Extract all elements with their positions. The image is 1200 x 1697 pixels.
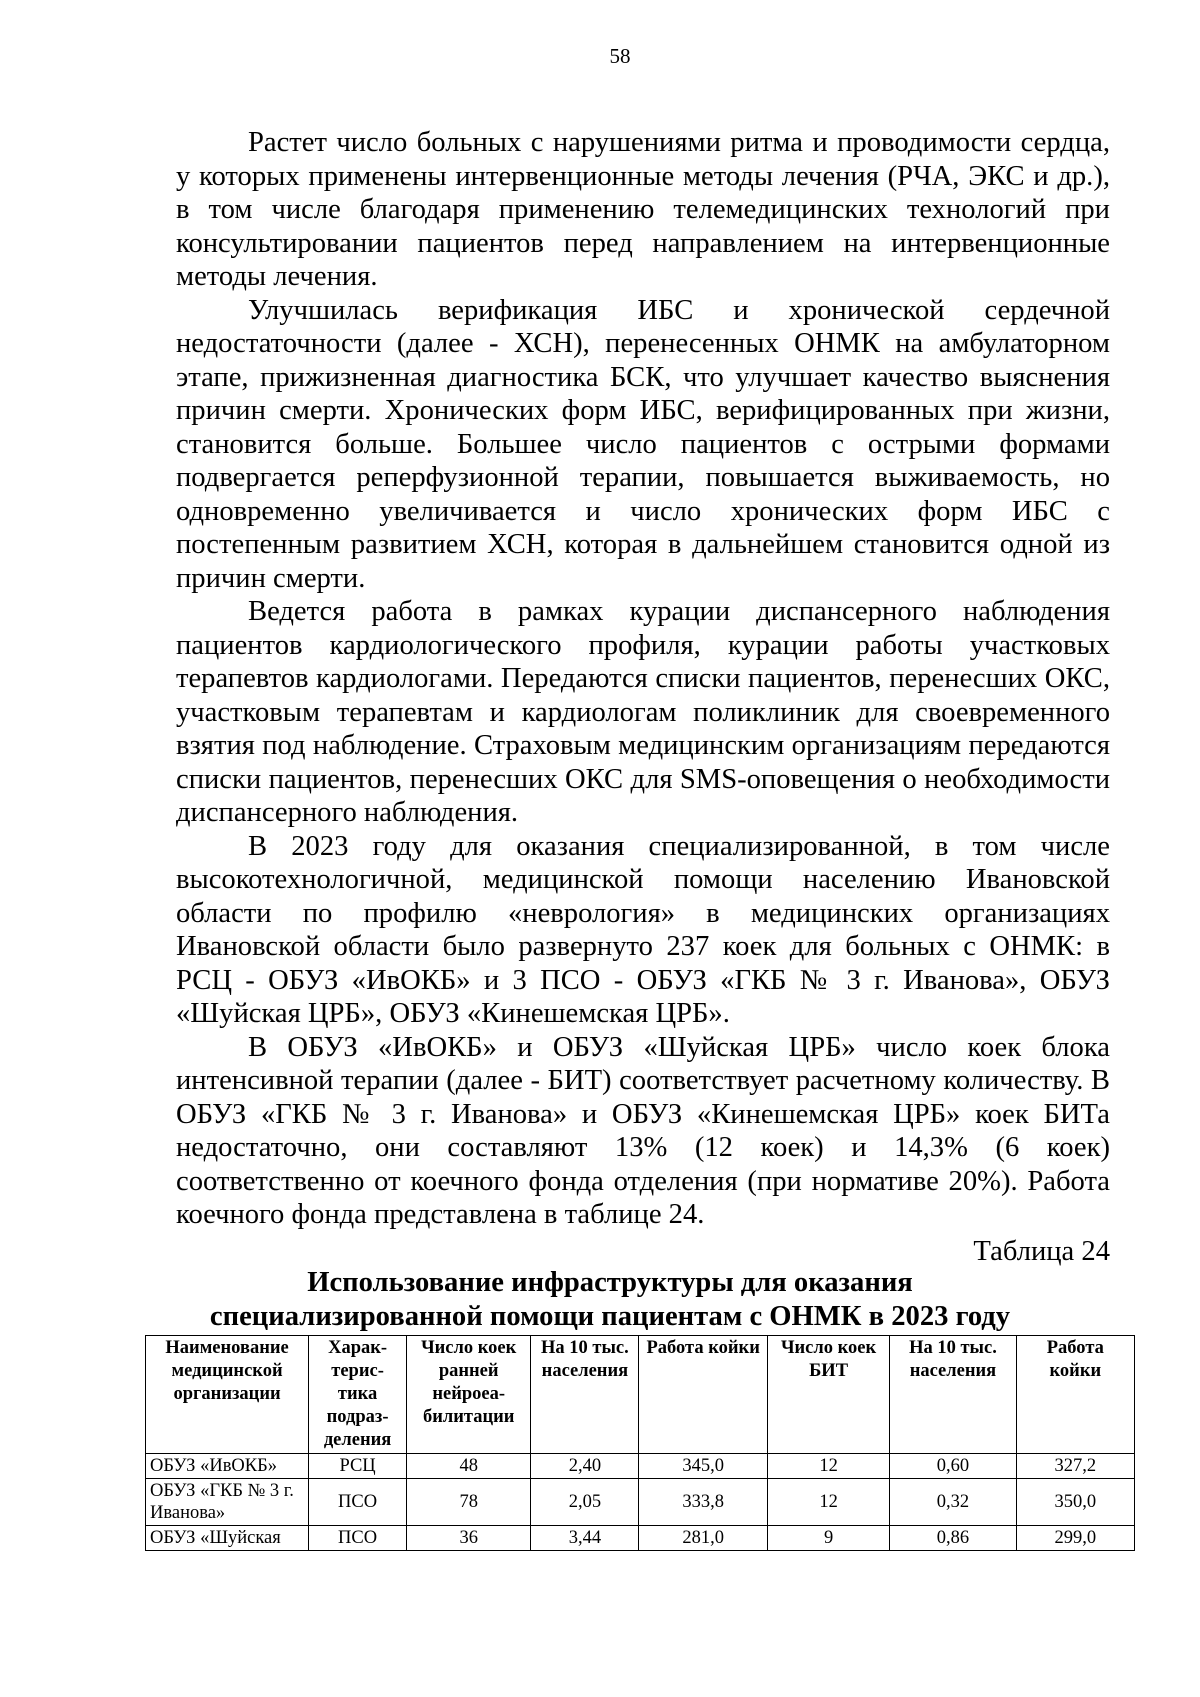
body-text <box>176 126 1110 1232</box>
cell: 281,0 <box>639 1526 767 1551</box>
table-title-line: Использование инфраструктуры для оказания <box>307 1267 913 1298</box>
paragraph: Растет число больных с нарушениями ритма и проводимости сердца, у которых применены интервенционные методы лечения (РЧА, ЭКС и др.), в том числе благодаря применению телемедицинских технологий при консультировании пациентов перед направлением на интервенционные методы лечения. <box>176 127 1110 292</box>
cell: 350,0 <box>1016 1479 1134 1526</box>
header-icu-beds: Число коек БИТ <box>767 1336 889 1454</box>
cell: 299,0 <box>1016 1526 1134 1551</box>
page-number: 58 <box>609 44 631 68</box>
cell: 327,2 <box>1016 1454 1134 1479</box>
header-rehab-beds: Число коек ранней нейроеа-билитации <box>407 1336 531 1454</box>
cell: 0,60 <box>890 1454 1016 1479</box>
cell: 36 <box>407 1526 531 1551</box>
paragraph: Улучшилась верификация ИБС и хронической сердечной недостаточности (далее - ХСН), перенесенных ОНМК на амбулаторном этапе, прижизненная диагностика БСК, что улучшает качество выяснения причин смерти. Хронических форм ИБС, верифицированных при жизни, становится больше. Большее число пациентов с острыми формами подвергается реперфузионной терапии, повышается выживаемость, но одновременно увеличивается и число хронических форм ИБС с постепенным развитием ХСН, которая в дальнейшем становится одной из причин смерти. <box>176 294 1110 594</box>
cell: 0,32 <box>890 1479 1016 1526</box>
cell: 333,8 <box>639 1479 767 1526</box>
cell: ПСО <box>309 1526 407 1551</box>
table-label: Таблица 24 <box>973 1236 1110 1267</box>
cell: 12 <box>767 1479 889 1526</box>
header-per-10k: На 10 тыс. населения <box>531 1336 639 1454</box>
table-row <box>146 1479 1135 1526</box>
header-bed-work: Работа койки <box>639 1336 767 1454</box>
cell: 2,05 <box>531 1479 639 1526</box>
cell: РСЦ <box>309 1454 407 1479</box>
table-row <box>146 1526 1135 1551</box>
header-unit-type: Харак-терис-тика подраз-деления <box>309 1336 407 1454</box>
cell-organization: ОБУЗ «ИвОКБ» <box>146 1454 309 1479</box>
table-row <box>146 1454 1135 1479</box>
cell: 12 <box>767 1454 889 1479</box>
paragraph: Ведется работа в рамках курации диспансерного наблюдения пациентов кардиологического профиля, курации работы участковых терапевтов кардиологами. Передаются списки пациентов, перенесших ОКС, участковым терапевтам и кардиологам поликлиник для своевременного взятия под наблюдение. Страховым медицинским организациям передаются списки пациентов, перенесших ОКС для SMS-оповещения о необходимости диспансерного наблюдения. <box>176 596 1110 828</box>
cell: 345,0 <box>639 1454 767 1479</box>
data-table <box>145 1335 1135 1551</box>
cell: 48 <box>407 1454 531 1479</box>
cell-organization: ОБУЗ «Шуйская <box>146 1526 309 1551</box>
cell: 0,86 <box>890 1526 1016 1551</box>
paragraph: В ОБУЗ «ИвОКБ» и ОБУЗ «Шуйская ЦРБ» число коек блока интенсивной терапии (далее - БИТ) соответствует расчетному количеству. В ОБУЗ «ГКБ № 3 г. Иванова» и ОБУЗ «Кинешемская ЦРБ» коек БИТа недостаточно, они составляют 13% (12 коек) и 14,3% (6 коек) соответственно от коечного фонда отделения (при нормативе 20%). Работа коечного фонда представлена в таблице 24. <box>176 1031 1110 1230</box>
table-header-row <box>146 1336 1135 1454</box>
cell: ПСО <box>309 1479 407 1526</box>
header-icu-per-10k: На 10 тыс. населения <box>890 1336 1016 1454</box>
paragraph: В 2023 году для оказания специализированной, в том числе высокотехнологичной, медицинской помощи населению Ивановской области по профилю «неврология» в медицинских организациях Ивановской области было развернуто 237 коек для больных с ОНМК: в РСЦ - ОБУЗ «ИвОКБ» и 3 ПСО - ОБУЗ «ГКБ № 3 г. Иванова», ОБУЗ «Шуйская ЦРБ», ОБУЗ «Кинешемская ЦРБ». <box>176 830 1110 1029</box>
cell: 9 <box>767 1526 889 1551</box>
cell: 3,44 <box>531 1526 639 1551</box>
header-organization: Наименование медицинской организации <box>146 1336 309 1454</box>
header-icu-bed-work: Работа койки <box>1016 1336 1134 1454</box>
cell: 2,40 <box>531 1454 639 1479</box>
cell: 78 <box>407 1479 531 1526</box>
table-title-line: специализированной помощи пациентам с ОНМК в 2023 году <box>209 1301 1011 1332</box>
cell-organization: ОБУЗ «ГКБ № 3 г. Иванова» <box>146 1479 309 1526</box>
table-title <box>130 1266 1090 1334</box>
